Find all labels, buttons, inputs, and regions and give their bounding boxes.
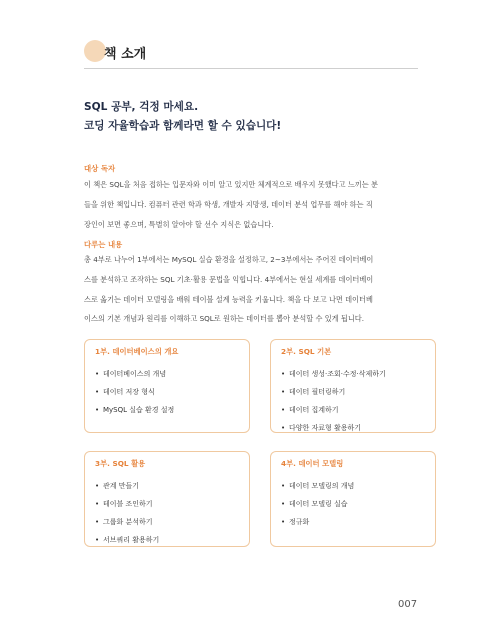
list-item: • 데이터 집계하기 [281, 406, 339, 414]
headline [84, 98, 424, 136]
page-number: 007 [398, 599, 418, 610]
part-card-3 [84, 451, 250, 547]
part-title: 2부. SQL 기본 [281, 347, 332, 356]
list-item: • 데이터 모델링 실습 [281, 500, 348, 508]
part-title: 3부. SQL 활용 [95, 459, 146, 468]
audience-line: 이 책은 SQL을 처음 접하는 입문자와 이미 알고 있지만 체계적으로 배우지 못했다고 느끼는 분 [84, 180, 378, 189]
list-item: • 데이터 모델링의 개념 [281, 482, 355, 490]
contents-label: 다루는 내용 [84, 240, 123, 249]
audience-label: 대상 독자 [84, 164, 116, 173]
contents-line: 스로 옮기는 데이터 모델링을 배워 테이블 설계 능력을 키웁니다. 책을 다 보고 나면 데이터베 [84, 294, 373, 304]
contents-line: 총 4부로 나누어 1부에서는 MySQL 실습 환경을 설정하고, 2~3부에서는 주어진 데이터베이 [84, 255, 374, 264]
header-divider [84, 68, 418, 69]
list-item: • 데이터베이스의 개념 [95, 370, 167, 378]
part-card-1 [84, 339, 250, 433]
audience-line: 장인이 보면 좋으며, 특별히 알아야 할 선수 지식은 없습니다. [84, 219, 274, 229]
list-item: • 다양한 자료형 활용하기 [281, 424, 362, 432]
part-title: 4부. 데이터 모델링 [281, 459, 344, 468]
contents-line: 이스의 기본 개념과 원리를 이해하고 SQL로 원하는 데이터를 뽑아 분석할 수 있게 됩니다. [84, 314, 364, 324]
audience-line: 들을 위한 책입니다. 컴퓨터 관련 학과 학생, 개발자 지망생, 데이터 분석 업무를 해야 하는 직 [84, 199, 373, 209]
header-circle-decoration [84, 40, 106, 62]
list-item: • 그룹화 분석하기 [95, 518, 153, 526]
list-item: • 정규화 [281, 518, 310, 526]
list-item: • 테이블 조인하기 [95, 500, 153, 508]
list-item: • 관계 만들기 [95, 482, 140, 490]
part-title: 1부. 데이터베이스의 개요 [95, 347, 179, 356]
list-item: • 데이터 필터링하기 [281, 388, 346, 396]
list-item: • MySQL 실습 환경 설정 [95, 406, 175, 414]
headline-line-1: SQL 공부, 걱정 마세요. [84, 101, 199, 113]
contents-line: 스를 분석하고 조작하는 SQL 기초·활용 문법을 익힙니다. 4부에서는 현실 세계를 데이터베이 [84, 274, 374, 284]
headline-line-2: 코딩 자율학습과 함께라면 할 수 있습니다! [84, 120, 282, 132]
list-item: • 서브쿼리 활용하기 [95, 536, 160, 544]
part-card-4 [270, 451, 436, 547]
list-item: • 데이터 생성·조회·수정·삭제하기 [281, 370, 386, 378]
list-item: • 데이터 저장 형식 [95, 388, 155, 396]
part-card-2 [270, 339, 436, 433]
page-title: 책 소개 [104, 47, 147, 62]
contents-text [84, 250, 418, 329]
audience-text [84, 175, 418, 234]
